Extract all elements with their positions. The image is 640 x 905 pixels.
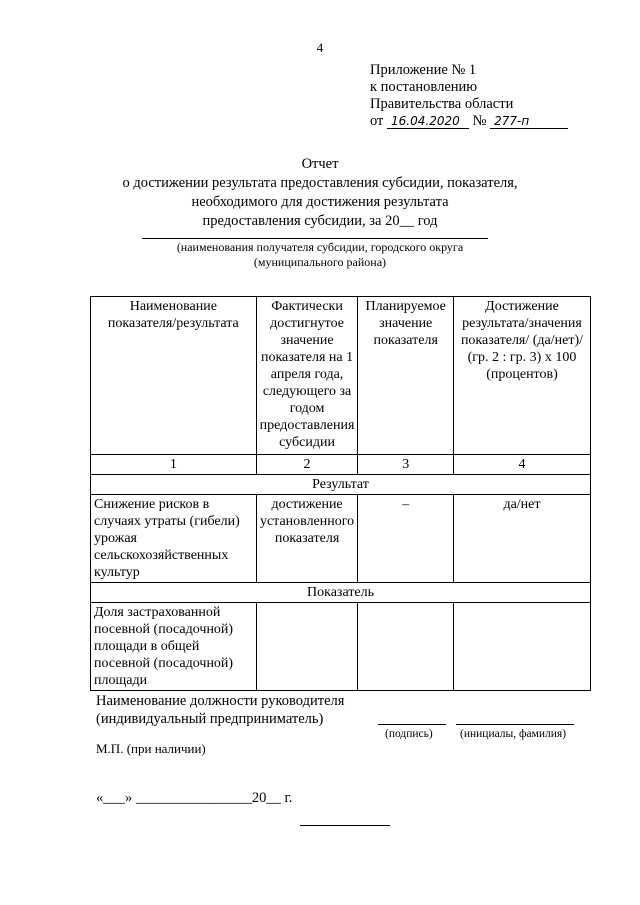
- recipient-note-line-1: (наименования получателя субсидии, городского округа: [176, 240, 464, 254]
- recipient-note: [0, 240, 640, 270]
- signatory-line-1: Наименование должности руководителя: [96, 693, 345, 709]
- appendix-line-1: Приложение № 1: [370, 62, 477, 78]
- recipient-note-line-2: (муниципального района): [253, 255, 387, 269]
- column-number-1: 1: [91, 455, 257, 475]
- appendix-block: [370, 62, 568, 130]
- title-line-4: предоставления субсидии, за 20__ год: [202, 213, 438, 229]
- page-number: 4: [316, 40, 324, 55]
- appendix-line-3: Правительства области: [370, 96, 514, 112]
- table-header-row: [91, 297, 591, 455]
- result-actual-cell: достижение установленного показателя: [256, 495, 358, 583]
- name-label: (инициалы, фамилия): [460, 728, 567, 740]
- column-number-3: 3: [358, 455, 454, 475]
- header-actual-value: Фактически достигнутое значение показателя на 1 апреля года, следующего за годом предоставления субсидии: [256, 297, 358, 455]
- bottom-divider: [300, 825, 390, 826]
- indicator-actual-cell: [256, 603, 358, 691]
- signatory-line-2: (индивидуальный предприниматель): [96, 711, 324, 727]
- table-row: [91, 603, 591, 691]
- indicator-planned-cell: [358, 603, 454, 691]
- indicator-achievement-cell: [453, 603, 590, 691]
- signatory-position: [96, 692, 344, 728]
- column-number-4: 4: [453, 455, 590, 475]
- header-achievement: Достижение результата/значения показателя/ (да/нет)/ (гр. 2 : гр. 3) х 100 (процентов): [453, 297, 590, 455]
- indicator-name-cell: Доля застрахованной посевной (посадочной) площади в общей посевной (посадочной) площади: [91, 603, 257, 691]
- table-row: [91, 495, 591, 583]
- name-line: [456, 724, 574, 725]
- handwritten-number: 277-п: [490, 114, 568, 129]
- table-section-result: [91, 475, 591, 495]
- section-result-label: Результат: [91, 475, 591, 495]
- handwritten-date: 16.04.2020: [387, 114, 469, 129]
- signature-line: [378, 724, 446, 725]
- appendix-line-2: к постановлению: [370, 79, 478, 95]
- date-prefix: от: [370, 113, 384, 129]
- report-table: [90, 296, 591, 691]
- column-number-2: 2: [256, 455, 358, 475]
- title-line-3: необходимого для достижения результата: [191, 194, 449, 210]
- number-prefix: №: [472, 113, 487, 129]
- result-planned-cell: –: [358, 495, 454, 583]
- header-indicator-name: Наименование показателя/результата: [91, 297, 257, 455]
- appendix-date-line: [370, 113, 568, 130]
- table-section-indicator: [91, 583, 591, 603]
- report-title: [0, 155, 640, 231]
- result-name-cell: Снижение рисков в случаях утраты (гибели) урожая сельскохозяйственных культур: [91, 495, 257, 583]
- signature-label: (подпись): [385, 728, 433, 740]
- title-line-2: о достижении результата предоставления субсидии, показателя,: [122, 175, 518, 191]
- stamp-note: М.П. (при наличии): [96, 741, 206, 756]
- header-planned-value: Планируемое значение показателя: [358, 297, 454, 455]
- date-line: «___» ________________20__ г.: [96, 790, 293, 806]
- section-indicator-label: Показатель: [91, 583, 591, 603]
- table-column-numbers-row: [91, 455, 591, 475]
- title-line-1: Отчет: [301, 156, 339, 172]
- result-achievement-cell: да/нет: [453, 495, 590, 583]
- recipient-underline: [142, 238, 488, 239]
